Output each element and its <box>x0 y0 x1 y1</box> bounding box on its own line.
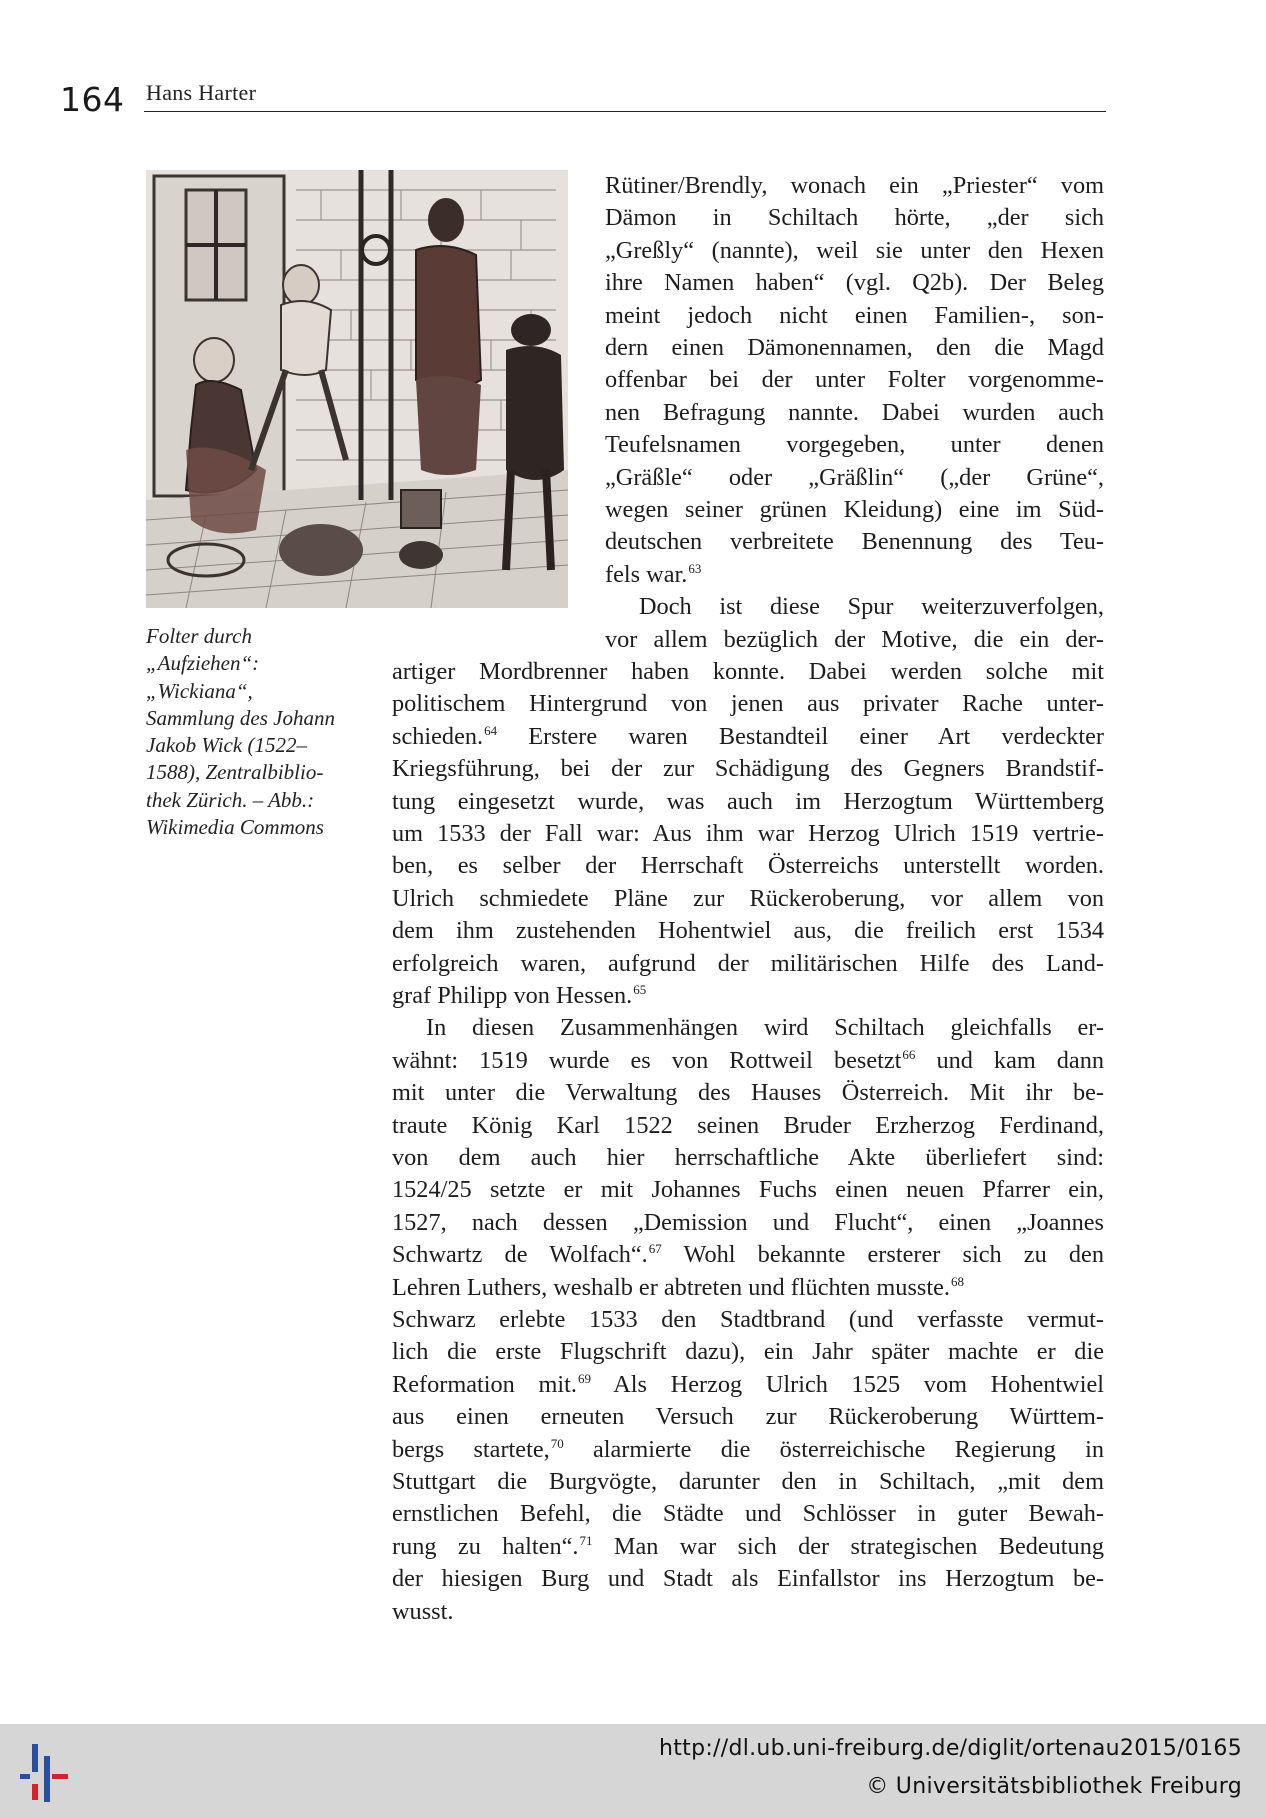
text-line-content: dern einen Dämonennamen, den die Magd <box>605 334 1104 361</box>
text-line-content: mit unter die Verwaltung des Hauses Österreich. Mit ihr be- <box>392 1079 1104 1107</box>
text-line-content: deutschen verbreitete Benennung des Teu- <box>605 528 1104 556</box>
page-number: 164 <box>60 80 125 119</box>
text-line-content: Ulrich schmiedete Pläne zur Rückeroberung, vor allem von <box>392 884 1104 912</box>
footer-url[interactable]: http://dl.ub.uni-freiburg.de/diglit/ortenau2015/0165 <box>658 1736 1242 1761</box>
text-line <box>392 1401 1104 1433</box>
text-line <box>392 786 1104 818</box>
text-line-content: Stuttgart die Burgvögte, darunter den in Schiltach, „mit dem <box>392 1468 1104 1495</box>
text-line <box>605 526 1104 558</box>
text-line-content: aus einen erneuten Versuch zur Rückeroberung Württem- <box>392 1403 1104 1431</box>
header-rule <box>144 111 1106 112</box>
text-line <box>392 1142 1104 1174</box>
text-line-content: ben, es selber der Herrschaft Österreichs unterstellt worden. <box>392 852 1104 880</box>
text-line-content: schieden. <box>392 722 484 750</box>
text-line <box>392 1531 1104 1563</box>
caption-line: Wikimedia Commons <box>146 815 324 840</box>
text-line <box>392 1498 1104 1530</box>
text-line <box>605 397 1104 429</box>
text-line <box>392 1077 1104 1109</box>
text-line-content: wähnt: 1519 wurde es von Rottweil besetzt <box>392 1046 902 1074</box>
text-line-content: offenbar bei der unter Folter vorgenomme- <box>605 366 1104 394</box>
text-line <box>392 1045 1104 1077</box>
text-line-content: der hiesigen Burg und Stadt als Einfallstor ins Herzogtum be- <box>392 1565 1104 1593</box>
footnote-reference: 64 <box>484 722 498 738</box>
text-line-content: wegen seiner grünen Kleidung) eine im Süd- <box>605 496 1104 523</box>
text-line <box>392 1012 1104 1044</box>
text-line <box>392 883 1104 915</box>
text-line <box>392 1272 1104 1304</box>
text-line <box>392 850 1104 882</box>
text-line <box>605 267 1104 299</box>
footer-copyright: © Universitätsbibliothek Freiburg <box>866 1774 1242 1799</box>
caption-line: thek Zürich. – Abb.: <box>146 787 315 812</box>
text-line-content: artiger Mordbrenner haben konnte. Dabei werden solche mit <box>392 658 1104 685</box>
text-line-content: traute König Karl 1522 seinen Bruder Erzherzog Ferdinand, <box>392 1111 1104 1139</box>
footnote-reference: 65 <box>633 982 647 997</box>
footnote-reference: 70 <box>550 1435 564 1451</box>
text-line <box>605 332 1104 364</box>
torture-woodcut-image <box>146 170 568 608</box>
text-line <box>605 494 1104 526</box>
caption-line: Sammlung des Johann <box>146 705 335 730</box>
text-line <box>392 1239 1104 1271</box>
woodcut-illustration <box>146 170 568 608</box>
text-line-content: erfolgreich waren, aufgrund der militärischen Hilfe des Land- <box>392 949 1104 977</box>
text-line <box>392 721 1104 753</box>
text-line <box>392 1207 1104 1239</box>
text-line <box>605 300 1104 332</box>
text-line <box>392 1304 1104 1336</box>
text-line-content: Schwarz erlebte 1533 den Stadtbrand (und verfasste vermut- <box>392 1306 1104 1333</box>
text-line-continuation: alarmierte die österreichische Regierung in <box>563 1435 1104 1463</box>
text-line-content: meint jedoch nicht einen Familien-, son- <box>605 301 1104 329</box>
text-line-content: Teufelsnamen vorgegeben, unter denen <box>605 431 1104 459</box>
text-line <box>392 980 1104 1012</box>
text-line-content: „Gräßle“ oder „Gräßlin“ („der Grüne“, <box>605 463 1104 491</box>
text-line <box>605 559 1104 591</box>
text-line <box>605 462 1104 494</box>
footnote-reference: 69 <box>577 1370 591 1386</box>
text-line <box>392 1434 1104 1466</box>
text-line-continuation: Als Herzog Ulrich 1525 vom Hohentwiel <box>590 1370 1104 1398</box>
text-line-content: 1524/25 setzte er mit Johannes Fuchs einen neuen Pfarrer ein, <box>392 1176 1104 1204</box>
figure-caption <box>146 623 366 841</box>
text-line-content: von dem auch hier herrschaftliche Akte überliefert sind: <box>392 1144 1104 1171</box>
text-line-content: Lehren Luthers, weshalb er abtreten und flüchten musste. <box>392 1273 950 1301</box>
footnote-reference: 71 <box>579 1532 593 1548</box>
caption-line: „Aufziehen“: <box>146 651 260 676</box>
text-line <box>392 1563 1104 1595</box>
footnote-reference: 66 <box>902 1046 916 1062</box>
text-line <box>605 235 1104 267</box>
footnote-reference: 68 <box>950 1273 964 1289</box>
text-line <box>392 1174 1104 1206</box>
text-line <box>605 202 1104 234</box>
text-line-content: ihre Namen haben“ (vgl. Q2b). Der Beleg <box>605 269 1104 297</box>
caption-line: Folter durch <box>146 624 252 648</box>
text-line-content: „Greßly“ (nannte), weil sie unter den Hexen <box>605 236 1104 264</box>
text-line-content: Doch ist diese Spur weiterzuverfolgen, <box>639 593 1104 621</box>
text-line-content: rung zu halten“. <box>392 1532 579 1560</box>
text-line <box>392 688 1104 720</box>
caption-line: 1588), Zentralbiblio- <box>146 760 324 785</box>
text-line-content: bergs startete, <box>392 1435 550 1463</box>
text-line <box>605 364 1104 396</box>
page-header <box>60 76 1106 119</box>
footnote-reference: 67 <box>648 1241 662 1257</box>
footer-bar <box>0 1724 1266 1817</box>
text-line-continuation: Wohl bekannte ersterer sich zu den <box>661 1241 1104 1269</box>
text-line-content: In diesen Zusammenhängen wird Schiltach gleichfalls er- <box>426 1014 1104 1042</box>
text-line <box>392 1336 1104 1368</box>
running-head-author: Hans Harter <box>146 80 257 105</box>
text-line-content: Schwartz de Wolfach“. <box>392 1241 648 1269</box>
text-line-continuation: Erstere waren Bestandteil einer Art verdeckter <box>497 722 1104 750</box>
text-line-content: vor allem bezüglich der Motive, die ein der- <box>605 625 1104 653</box>
text-line <box>392 656 1104 688</box>
text-line <box>392 1596 1104 1628</box>
text-line <box>392 1110 1104 1142</box>
text-line <box>392 915 1104 947</box>
text-line <box>605 170 1104 202</box>
text-line-content: graf Philipp von Hessen. <box>392 982 633 1009</box>
text-line <box>392 1369 1104 1401</box>
text-line-content: wusst. <box>392 1597 454 1625</box>
text-line-continuation: Man war sich der strategischen Bedeutung <box>592 1532 1104 1560</box>
text-line-content: Reformation mit. <box>392 1370 577 1398</box>
text-line-content: lich die erste Flugschrift dazu), ein Jahr später machte er die <box>392 1338 1104 1366</box>
text-line-content: ernstlichen Befehl, die Städte und Schlösser in guter Bewah- <box>392 1500 1104 1528</box>
caption-line: Jakob Wick (1522– <box>146 733 307 758</box>
text-line <box>392 818 1104 850</box>
text-line <box>392 753 1104 785</box>
text-line-content: politischem Hintergrund von jenen aus privater Rache unter- <box>392 690 1104 718</box>
text-line-content: fels war. <box>605 560 688 588</box>
text-line-content: 1527, nach dessen „Demission und Flucht“, einen „Joannes <box>392 1208 1104 1236</box>
text-line <box>605 591 1104 623</box>
text-line-continuation: und kam dann <box>915 1046 1104 1074</box>
text-line-content: um 1533 der Fall war: Aus ihm war Herzog Ulrich 1519 vertrie- <box>392 820 1104 847</box>
text-line <box>605 429 1104 461</box>
ub-freiburg-logo-icon <box>14 1738 76 1808</box>
text-line-content: dem ihm zustehenden Hohentwiel aus, die freilich erst 1534 <box>392 917 1104 945</box>
caption-line: „Wickiana“, <box>146 678 253 703</box>
text-line-content: Rütiner/Brendly, wonach ein „Priester“ vom <box>605 172 1104 199</box>
text-line-content: Dämon in Schiltach hörte, „der sich <box>605 204 1104 232</box>
text-line <box>392 948 1104 980</box>
text-line <box>605 624 1104 656</box>
text-line-content: nen Befragung nannte. Dabei wurden auch <box>605 398 1104 426</box>
text-line <box>392 1466 1104 1498</box>
text-line-content: tung eingesetzt wurde, was auch im Herzogtum Württemberg <box>392 787 1104 815</box>
footnote-reference: 63 <box>688 560 702 576</box>
text-line-content: Kriegsführung, bei der zur Schädigung des Gegners Brandstif- <box>392 755 1104 783</box>
